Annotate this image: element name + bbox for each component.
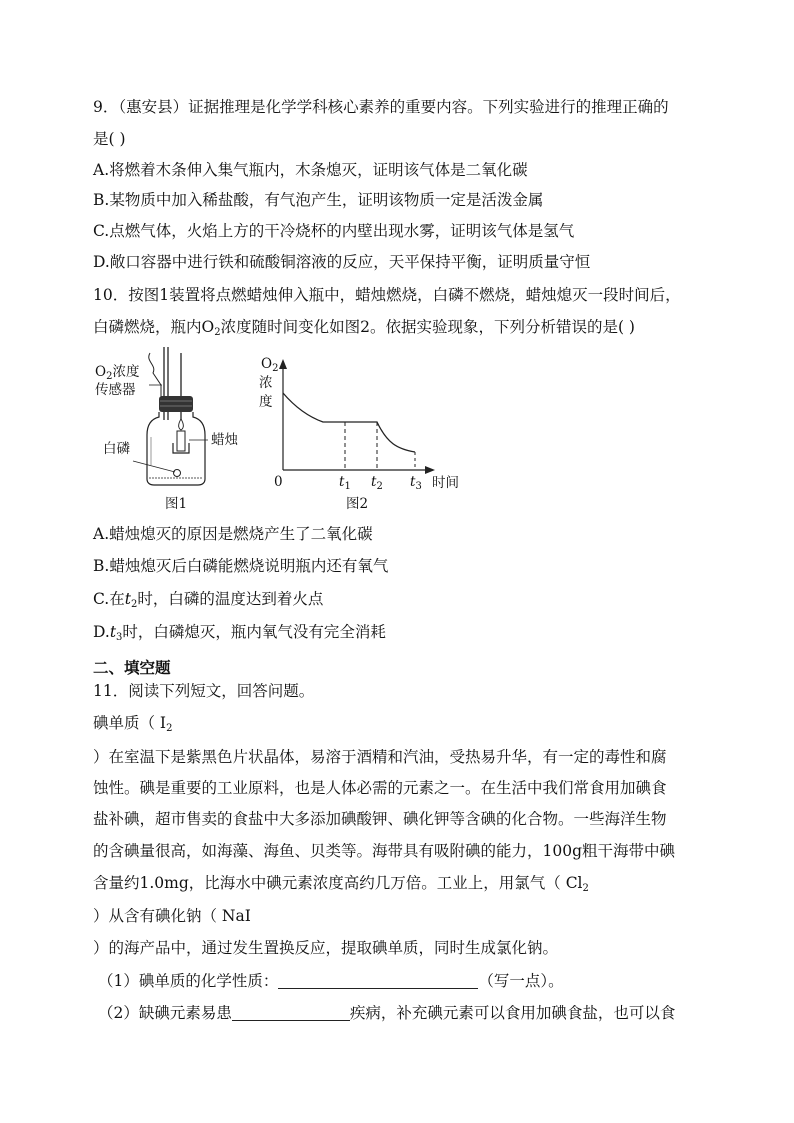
white-phosphorus: [174, 470, 181, 477]
q11-stem-line2: 碘单质（ $I_2$: [93, 714, 173, 734]
fig2-xlabel: 时间: [432, 475, 459, 491]
q11-stem-line1: 11．阅读下列短文，回答问题。: [93, 682, 315, 700]
fig2-tick-t3: $t_3$: [410, 474, 422, 492]
fig2-caption: 图2: [346, 496, 369, 512]
fig1-candle-label: 蜡烛: [211, 432, 238, 448]
q9-option-b: B.某物质中加入稀盐酸，有气泡产生，证明该物质一定是活泼金属: [93, 191, 544, 209]
q9-option-a: A.将燃着木条伸入集气瓶内，木条熄灭，证明该气体是二氧化碳: [93, 161, 528, 179]
q10-stem-line2: 白磷燃烧，瓶内$O_2$浓度随时间变化如图2。依据实验现象，下列分析错误的是( ): [93, 318, 635, 338]
q9-stem-line1: 9．（惠安县）证据推理是化学学科核心素养的重要内容。下列实验进行的推理正确的: [93, 98, 669, 116]
q11-passage-line5: 盐补碘，超市售卖的食盐中大多添加碘酸钾、碘化钾等含碘的化合物。一些海洋生物: [93, 810, 667, 828]
fig1-sensor-label-line1: $O_2$浓度: [95, 364, 140, 382]
q11-passage-line4: 蚀性。碘是重要的工业原料，也是人体必需的元素之一。在生活中我们常食用加碘食: [93, 779, 667, 797]
fig2-origin: 0: [274, 474, 283, 490]
q10-option-a: A.蜡烛熄灭的原因是燃烧产生了二氧化碳: [93, 525, 373, 543]
rubber-stopper: [159, 396, 193, 412]
q10-option-c: C.在$t_2$时，白磷的温度达到着火点: [93, 590, 324, 610]
q11-passage-line6: 的含碘量很高，如海藻、海鱼、贝类等。海带具有吸附碘的能力，100g粗干海带中碘: [93, 842, 676, 860]
candle: [177, 431, 185, 451]
y-axis-arrow: [279, 359, 287, 369]
fig2-ylabel-line2: 浓: [259, 375, 273, 391]
q11-subquestion-1: （1）碘单质的化学性质： （写一点）。: [98, 972, 564, 990]
q9-option-d: D.敞口容器中进行铁和硫酸铜溶液的反应，天平保持平衡，证明质量守恒: [93, 253, 591, 271]
q9-stem-line2: 是( ): [93, 130, 126, 148]
x-axis-arrow: [425, 466, 435, 474]
fig1-sensor-label-line2: 传感器: [95, 382, 136, 398]
o2-concentration-curve: [283, 393, 415, 452]
sensor-wire: [149, 353, 161, 397]
fig1-phosphorus-label: 白磷: [103, 441, 130, 457]
fig2-ylabel-line1: $O_2$: [261, 356, 279, 374]
q11-passage-line3: ）在室温下是紫黑色片状晶体，易溶于酒精和汽油，受热易升华，有一定的毒性和腐: [93, 748, 667, 766]
fig2-ylabel-line3: 度: [259, 394, 273, 410]
fig2-tick-t1: $t_1$: [339, 474, 351, 492]
fig2-tick-t2: $t_2$: [371, 474, 383, 492]
q11-subquestion-2: （2）缺碘元素易患 疾病，补充碘元素可以食用加碘食盐，也可以食: [98, 1004, 676, 1022]
answer-blank-2[interactable]: [232, 1004, 350, 1021]
section-title-fill-in: 二、填空题: [93, 658, 171, 677]
q11-passage-line7: 含量约1.0mg，比海水中碘元素浓度高约几万倍。工业上，用氯气（ $Cl_2$: [93, 874, 589, 894]
q11-passage-line8: ）从含有碘化钠（ NaI: [93, 907, 251, 925]
q9-option-c: C.点燃气体，火焰上方的干冷烧杯的内壁出现水雾，证明该气体是氢气: [93, 222, 575, 240]
candle-flame-icon: [179, 419, 184, 430]
answer-blank-1[interactable]: [278, 972, 478, 989]
q10-option-b: B.蜡烛熄灭后白磷能燃烧说明瓶内还有氧气: [93, 557, 389, 575]
q11-passage-line9: ）的海产品中，通过发生置换反应，提取碘单质，同时生成氯化钠。: [93, 939, 559, 957]
fig1-caption: 图1: [165, 496, 188, 512]
q10-option-d: $D.t_3$时，白磷熄灭，瓶内氧气没有完全消耗: [93, 623, 386, 643]
q10-stem-line1: 10．按图1装置将点燃蜡烛伸入瓶中，蜡烛燃烧，白磷不燃烧，蜡烛熄灭一段时间后，: [93, 286, 681, 304]
